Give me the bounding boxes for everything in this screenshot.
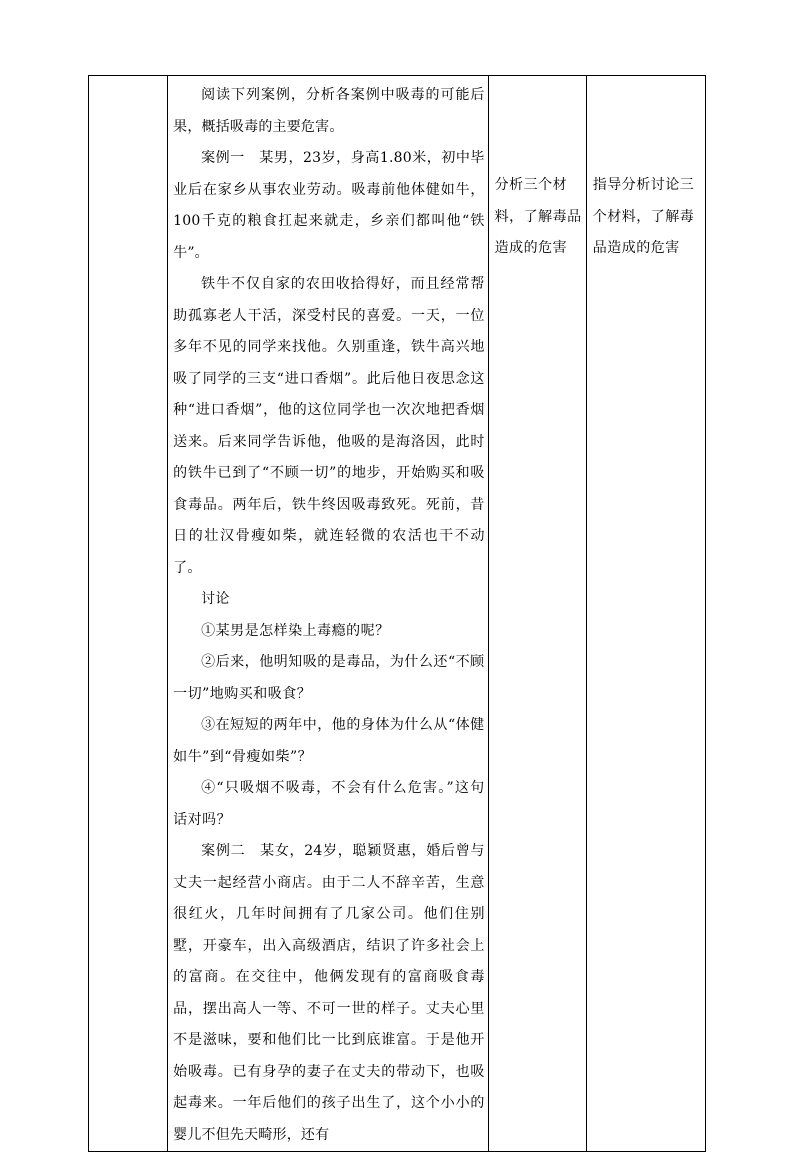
discussion-question-2: ②后来，他明知吸的是毒品，为什么还“不顾一切”地购买和吸食？	[173, 654, 485, 702]
case-one-paragraph: 案例一 某男，23岁，身高1.80米，初中毕业后在家乡从事农业劳动。吸毒前他体健如牛，100千克的粮食扛起来就走，乡亲们都叫他“铁牛”。	[173, 150, 485, 261]
discussion-question-1: ①某男是怎样染上毒瘾的呢？	[201, 622, 390, 639]
teacher-activity-cell	[586, 76, 705, 1152]
discussion-question-3: ③在短短的两年中，他的身体为什么从“体健如牛”到“骨瘦如柴”？	[173, 717, 485, 765]
discussion-heading: 讨论	[201, 591, 230, 607]
teacher-activity-text: 指导分析讨论三个材料，了解毒品造成的危害	[592, 177, 695, 256]
discussion-question-4: ④“只吸烟不吸毒，不会有什么危害。”这句话对吗？	[173, 780, 485, 828]
table-row	[89, 76, 706, 1152]
content-cell	[168, 76, 489, 1152]
case-two-paragraph: 案例二 某女，24岁，聪颖贤惠，婚后曾与丈夫一起经营小商店。由于二人不辞辛苦，生意很红火，几年时间拥有了几家公司。他们住别墅，开豪车，出入高级酒店，结识了许多社会上的富商。在交往中，他俩发现有的富商吸食毒品，摆出高人一等、不可一世的样子。丈夫心里不是滋味，要和他们比一比到底谁富。于是他开始吸毒。已有身孕的妻子在丈夫的带动下，也吸起毒来。一年后他们的孩子出生了，这个小小的婴儿不但先天畸形，还有	[173, 843, 485, 1143]
lesson-plan-table	[88, 75, 706, 1152]
student-activity-cell	[488, 76, 586, 1152]
student-activity-text: 分析三个材料，了解毒品造成的危害	[494, 177, 582, 256]
intro-paragraph: 阅读下列案例，分析各案例中吸毒的可能后果，概括吸毒的主要危害。	[173, 87, 485, 135]
case-one-story-paragraph: 铁牛不仅自家的农田收拾得好，而且经常帮助孤寡老人干活，深受村民的喜爱。一天，一位多年不见的同学来找他。久别重逢，铁牛高兴地吸了同学的三支“进口香烟”。此后他日夜思念这种“进口香烟”，他的这位同学也一次次地把香烟送来。后来同学告诉他，他吸的是海洛因，此时的铁牛已到了“不顾一切”的地步，开始购买和吸食毒品。两年后，铁牛终因吸毒致死。死前，昔日的壮汉骨瘦如柴，就连轻微的农活也干不动了。	[173, 276, 485, 576]
section-cell	[89, 76, 168, 1152]
